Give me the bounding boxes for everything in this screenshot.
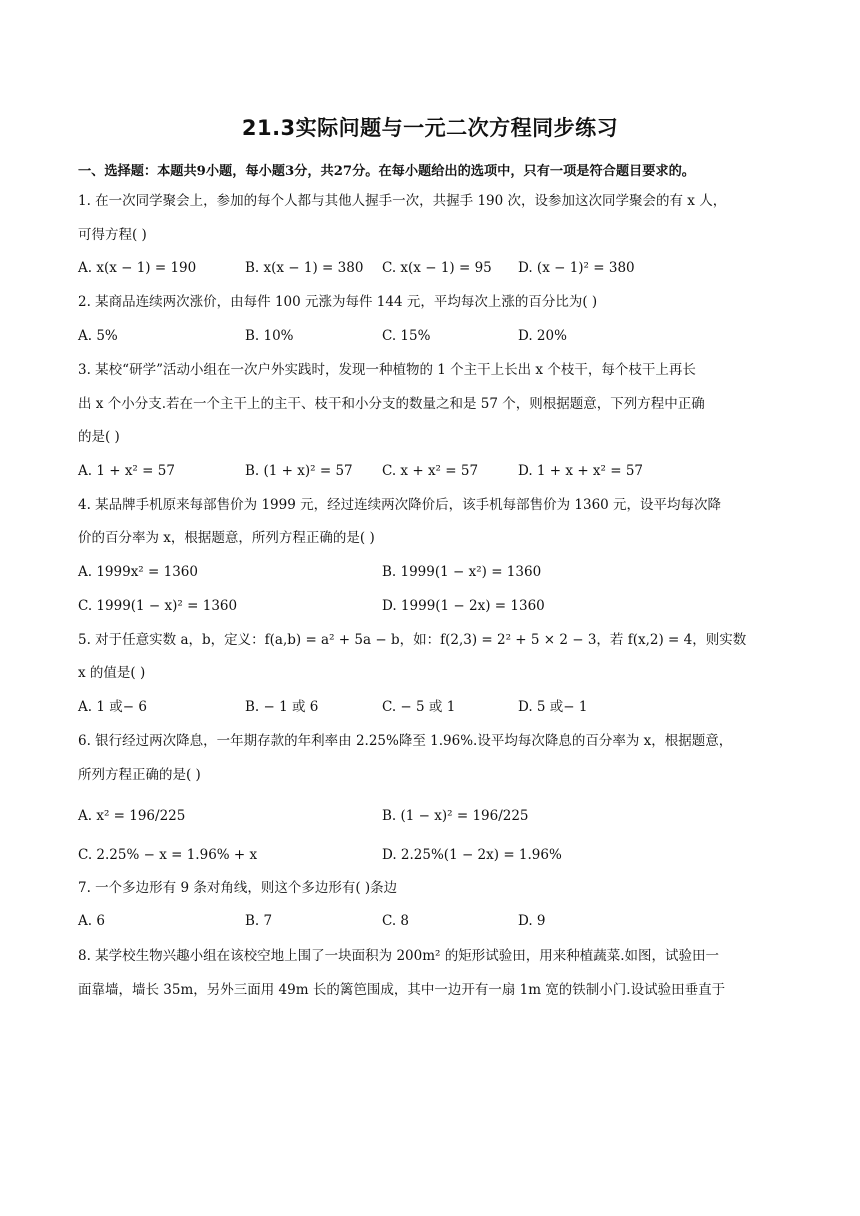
question-2-option-c: C. 15%: [382, 328, 431, 344]
question-5-option-d: D. 5 或− 1: [518, 699, 588, 715]
question-5-option-a: A. 1 或− 6: [78, 699, 147, 715]
question-6-line-1: 6. 银行经过两次降息，一年期存款的年利率由 2.25%降至 1.96%.设平均每次降息的百分率为 x，根据题意，: [78, 733, 733, 749]
page-title: 21.3实际问题与一元二次方程同步练习: [241, 116, 619, 140]
question-3-line-3: 的是( ): [78, 429, 120, 445]
question-2-line-1: 2. 某商品连续两次涨价，由每件 100 元涨为每件 144 元，平均每次上涨的百分比为( ): [78, 294, 598, 310]
question-6-line-2: 所列方程正确的是( ): [78, 767, 201, 783]
question-1-option-a: A. x(x − 1) = 190: [78, 260, 197, 276]
question-6-option-d: D. 2.25%(1 − 2x) = 1.96%: [382, 847, 562, 863]
question-7-line-1: 7. 一个多边形有 9 条对角线，则这个多边形有( )条边: [78, 880, 398, 896]
question-5-line-1: 5. 对于任意实数 a，b，定义：f(a,b) = a² + 5a − b，如：f(2,3) = 2² + 5 × 2 − 3，若 f(x,2) = 4，则实数: [78, 632, 747, 648]
question-5-option-c: C. − 5 或 1: [382, 699, 456, 715]
question-1-line-1: 1. 在一次同学聚会上，参加的每个人都与其他人握手一次，共握手 190 次，设参加这次同学聚会的有 x 人，: [78, 193, 727, 209]
question-4-line-2: 价的百分率为 x，根据题意，所列方程正确的是( ): [78, 530, 375, 546]
question-6-option-c: C. 2.25% − x = 1.96% + x: [78, 847, 258, 863]
question-6-option-b: B. (1 − x)² = 196/225: [382, 808, 529, 824]
question-4-line-1: 4. 某品牌手机原来每部售价为 1999 元，经过连续两次降价后，该手机每部售价为 1360 元，设平均每次降: [78, 497, 722, 513]
question-4-option-d: D. 1999(1 − 2x) = 1360: [382, 598, 545, 614]
question-3-line-2: 出 x 个小分支.若在一个主干上的主干、枝干和小分支的数量之和是 57 个，则根据题意，下列方程中正确: [78, 396, 705, 412]
question-3-option-d: D. 1 + x + x² = 57: [518, 463, 644, 479]
question-7-option-a: A. 6: [78, 913, 105, 929]
question-1-option-c: C. x(x − 1) = 95: [382, 260, 492, 276]
question-8-line-1: 8. 某学校生物兴趣小组在该校空地上围了一块面积为 200m² 的矩形试验田，用来种植蔬菜.如图，试验田一: [78, 948, 720, 964]
question-8-line-2: 面靠墙，墙长 35m，另外三面用 49m 长的篱笆围成，其中一边开有一扇 1m 宽的铁制小门.设试验田垂直于: [78, 982, 726, 998]
question-2-option-b: B. 10%: [245, 328, 294, 344]
section-heading: 一、选择题：本题共9小题，每小题3分，共27分。在每小题给出的选项中，只有一项是符合题目要求的。: [78, 164, 695, 179]
question-4-option-b: B. 1999(1 − x²) = 1360: [382, 564, 542, 580]
question-5-option-b: B. − 1 或 6: [245, 699, 319, 715]
question-4-option-c: C. 1999(1 − x)² = 1360: [78, 598, 238, 614]
question-7-option-b: B. 7: [245, 913, 273, 929]
question-7-option-d: D. 9: [518, 913, 546, 929]
question-3-option-c: C. x + x² = 57: [382, 463, 479, 479]
question-1-option-b: B. x(x − 1) = 380: [245, 260, 364, 276]
question-3-option-b: B. (1 + x)² = 57: [245, 463, 353, 479]
question-3-option-a: A. 1 + x² = 57: [78, 463, 175, 479]
question-4-option-a: A. 1999x² = 1360: [78, 564, 198, 580]
question-6-option-a: A. x² = 196/225: [78, 808, 186, 824]
question-1-option-d: D. (x − 1)² = 380: [518, 260, 635, 276]
question-1-line-2: 可得方程( ): [78, 227, 147, 243]
question-2-option-a: A. 5%: [78, 328, 118, 344]
question-5-line-2: x 的值是( ): [78, 665, 146, 681]
question-3-line-1: 3. 某校“研学”活动小组在一次户外实践时，发现一种植物的 1 个主干上长出 x 个枝干，每个枝干上再长: [78, 362, 696, 378]
question-7-option-c: C. 8: [382, 913, 410, 929]
question-2-option-d: D. 20%: [518, 328, 567, 344]
